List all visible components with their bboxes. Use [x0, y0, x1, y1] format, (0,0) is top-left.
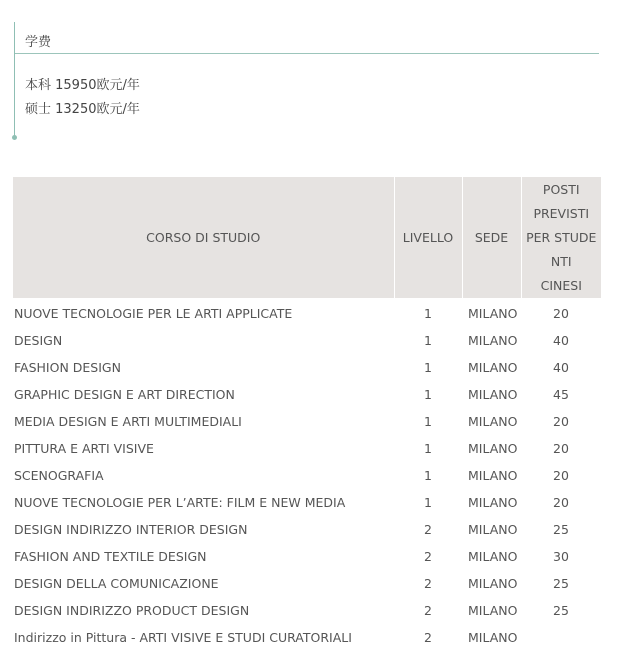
cell-level: 1 — [424, 360, 432, 375]
cell-location: MILANO — [468, 468, 518, 483]
cell-places: 20 — [553, 306, 569, 321]
cell-places: 25 — [553, 522, 569, 537]
cell-location: MILANO — [468, 495, 518, 510]
cell-level: 1 — [424, 495, 432, 510]
cell-course: SCENOGRAFIA — [14, 468, 104, 483]
table-row — [13, 570, 601, 597]
cell-places: 20 — [553, 441, 569, 456]
tuition-rule-dot — [12, 135, 17, 140]
cell-location: MILANO — [468, 306, 518, 321]
table-row — [13, 489, 601, 516]
cell-level: 2 — [424, 603, 432, 618]
table-row — [13, 516, 601, 543]
cell-level: 1 — [424, 306, 432, 321]
cell-level: 1 — [424, 333, 432, 348]
tuition-undergraduate: 本科 15950欧元/年 — [25, 78, 140, 93]
cell-level: 2 — [424, 522, 432, 537]
table-header-row — [13, 177, 601, 298]
cell-location: MILANO — [468, 387, 518, 402]
tuition-section — [14, 22, 599, 138]
header-places-line: NTI — [550, 253, 572, 269]
table-row — [13, 624, 601, 651]
table-row — [13, 298, 601, 327]
cell-places: 20 — [553, 468, 569, 483]
cell-course: DESIGN INDIRIZZO INTERIOR DESIGN — [14, 522, 248, 537]
table-row — [13, 543, 601, 570]
header-course: CORSO DI STUDIO — [13, 177, 394, 298]
cell-places: 20 — [553, 414, 569, 429]
cell-level: 2 — [424, 630, 432, 645]
programs-table — [13, 177, 601, 651]
cell-level: 1 — [424, 468, 432, 483]
cell-course: FASHION DESIGN — [14, 360, 121, 375]
cell-location: MILANO — [468, 414, 518, 429]
cell-level: 2 — [424, 576, 432, 591]
header-places-line: POSTI — [542, 181, 580, 197]
cell-places: 30 — [553, 549, 569, 564]
cell-level: 1 — [424, 441, 432, 456]
table-row — [13, 597, 601, 624]
cell-location: MILANO — [468, 360, 518, 375]
cell-places: 20 — [553, 495, 569, 510]
tuition-title: 学费 — [25, 35, 52, 50]
tuition-vertical-rule — [14, 22, 15, 136]
cell-course: Indirizzo in Pittura - ARTI VISIVE E STUDI CURATORIALI — [14, 630, 352, 645]
header-places-line: PER STUDE — [526, 229, 597, 245]
cell-location: MILANO — [468, 603, 518, 618]
header-places-line: CINESI — [540, 277, 582, 293]
cell-course: DESIGN DELLA COMUNICAZIONE — [14, 576, 219, 591]
table-row — [13, 462, 601, 489]
cell-course: DESIGN — [14, 333, 63, 348]
tuition-divider — [15, 53, 599, 54]
cell-course: GRAPHIC DESIGN E ART DIRECTION — [14, 387, 235, 402]
cell-places: 40 — [553, 333, 569, 348]
cell-course: MEDIA DESIGN E ARTI MULTIMEDIALI — [14, 414, 242, 429]
header-level: LIVELLO — [394, 177, 462, 298]
cell-location: MILANO — [468, 549, 518, 564]
cell-level: 1 — [424, 387, 432, 402]
table-row — [13, 354, 601, 381]
cell-places — [521, 624, 601, 651]
cell-course: NUOVE TECNOLOGIE PER L’ARTE: FILM E NEW MEDIA — [14, 495, 346, 510]
cell-level: 1 — [424, 414, 432, 429]
cell-course: PITTURA E ARTI VISIVE — [14, 441, 154, 456]
header-places-line: PREVISTI — [533, 205, 590, 221]
cell-places: 40 — [553, 360, 569, 375]
tuition-master: 硕士 13250欧元/年 — [25, 102, 140, 117]
header-location: SEDE — [462, 177, 521, 298]
header-places — [521, 177, 601, 298]
cell-places: 45 — [553, 387, 569, 402]
cell-location: MILANO — [468, 441, 518, 456]
table-row — [13, 408, 601, 435]
table-row — [13, 435, 601, 462]
cell-location: MILANO — [468, 576, 518, 591]
cell-location: MILANO — [468, 522, 518, 537]
cell-location: MILANO — [468, 630, 518, 645]
cell-places: 25 — [553, 603, 569, 618]
cell-location: MILANO — [468, 333, 518, 348]
cell-course: FASHION AND TEXTILE DESIGN — [14, 549, 207, 564]
table-row — [13, 327, 601, 354]
cell-level: 2 — [424, 549, 432, 564]
table-row — [13, 381, 601, 408]
cell-course: NUOVE TECNOLOGIE PER LE ARTI APPLICATE — [14, 306, 293, 321]
cell-course: DESIGN INDIRIZZO PRODUCT DESIGN — [14, 603, 250, 618]
cell-places: 25 — [553, 576, 569, 591]
